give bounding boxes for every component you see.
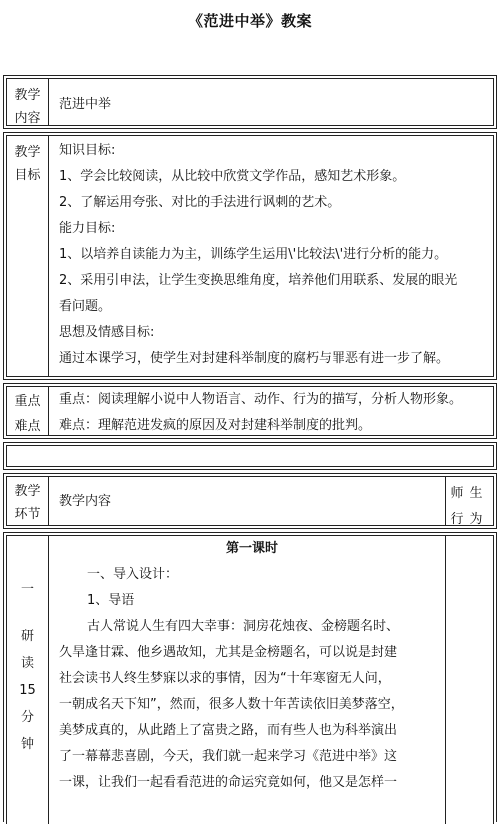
- row-teaching-content: [3, 75, 497, 129]
- goal-line: 看问题。: [59, 299, 112, 314]
- goals-list: [55, 136, 493, 376]
- lesson-plan-table: [3, 75, 497, 822]
- row-teaching-goals: [3, 132, 497, 380]
- lesson-paragraph-line: 一课，让我们一起看看范进的命运究竟如何，他又是怎样一: [59, 775, 398, 790]
- row-lesson-body: [3, 532, 497, 822]
- goal-line: 知识目标:: [59, 143, 116, 158]
- section-subheading: 1、导语: [87, 593, 135, 608]
- lesson-paragraph-line: 一朝成名天下知”，然而，很多人数十年苦读依旧美梦落空，: [59, 697, 404, 712]
- goal-line: 1、以培养自读能力为主，训练学生运用\'比较法\'进行分析的能力。: [59, 247, 448, 262]
- goal-line: 2、了解运用夸张、对比的手法进行讽刺的艺术。: [59, 195, 341, 210]
- goal-line: 能力目标:: [59, 221, 116, 236]
- lesson-paragraph-line: 美梦成真的，从此踏上了富贵之路，而有些人也为科举演出: [59, 723, 398, 738]
- keypoint-line: 重点：阅读理解小说中人物语言、动作、行为的描写，分析人物形象。: [59, 392, 463, 407]
- lesson-paragraph-line: 社会读书人终生梦寐以求的事情，因为“十年寒窗无人问，: [59, 671, 391, 686]
- difficulty-line: 难点：理解范进发疯的原因及对封建科举制度的批判。: [59, 418, 372, 433]
- label-teaching-goals: 教学 目标: [7, 136, 49, 376]
- goal-line: 2、采用引申法，让学生变换思维角度，培养他们用联系、发展的眼光: [59, 273, 458, 288]
- label-teaching-stage: 教学 环节: [7, 477, 49, 525]
- header-teaching-content: 教学内容: [59, 494, 112, 509]
- section-heading: 一、导入设计：: [87, 567, 179, 582]
- header-teacher-student: 师生 行为: [445, 477, 493, 525]
- goal-line: 1、学会比较阅读，从比较中欣赏文学作品，感知艺术形象。: [59, 169, 406, 184]
- content-text: 范进中举: [59, 97, 112, 112]
- row-section-header: [3, 473, 497, 529]
- page-title: 《范进中举》教案: [187, 12, 312, 30]
- lesson-title: 第一课时: [225, 541, 278, 556]
- row-empty: [3, 442, 497, 470]
- goal-line: 思想及情感目标:: [59, 325, 155, 340]
- lesson-paragraph-line: 久旱逢甘霖、他乡遇故知，尤其是金榜题名，可以说是封建: [59, 645, 398, 660]
- label-teaching-content: 教学 内容: [7, 79, 49, 125]
- goal-line: 通过本课学习，使学生对封建科举制度的腐朽与罪恶有进一步了解。: [59, 351, 450, 366]
- lesson-paragraph-line: 古人常说人生有四大幸事：洞房花烛夜、金榜题名时、: [87, 619, 400, 634]
- label-keypoints: 重点 难点: [7, 387, 49, 435]
- lesson-paragraph-line: 了一幕幕悲喜剧，今天，我们就一起来学习《范进中举》这: [59, 749, 398, 764]
- stage-label: 一 研 读 15 分 钟: [7, 536, 49, 824]
- row-keypoints: [3, 383, 497, 439]
- teacher-student-column: [445, 536, 493, 824]
